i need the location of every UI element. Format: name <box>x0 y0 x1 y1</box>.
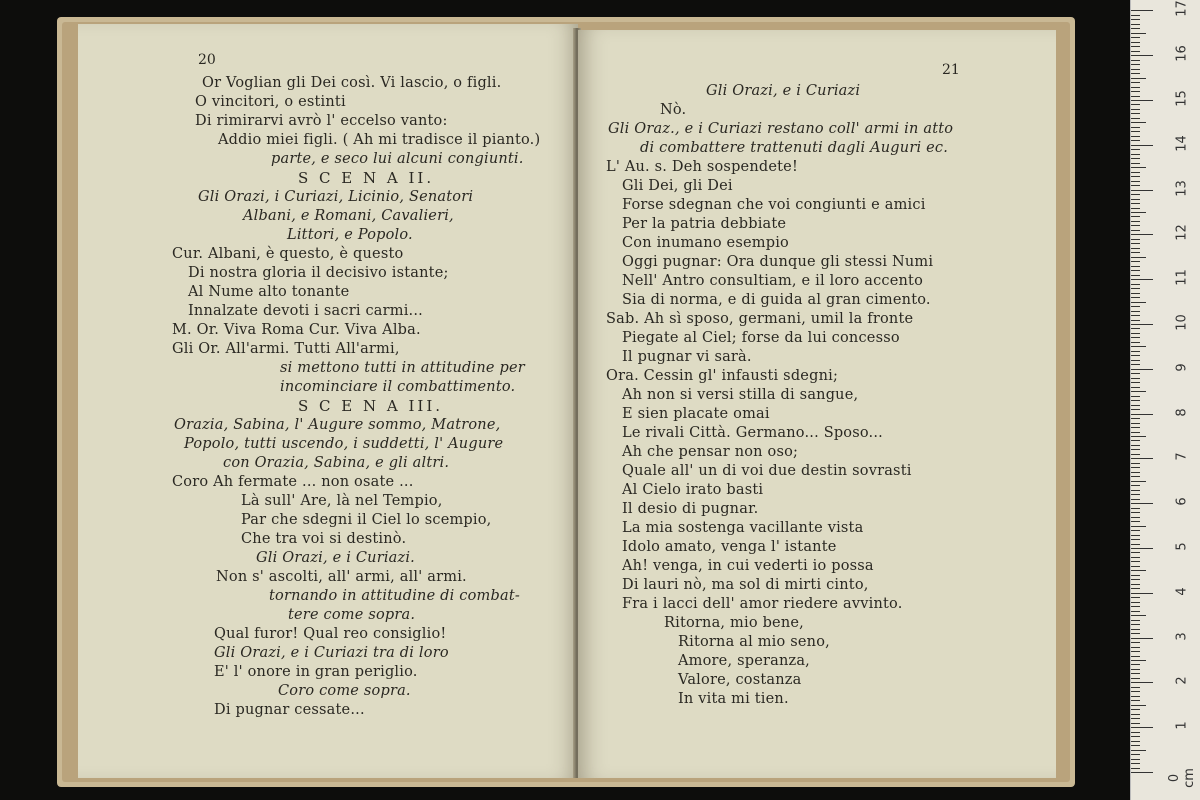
text-line: Addio miei figli. ( Ah mi tradisce il pianto.) <box>218 132 541 148</box>
ruler-tick <box>1131 261 1140 262</box>
ruler-tick <box>1131 638 1153 639</box>
text-line: Che tra voi si destinò. <box>241 531 407 547</box>
text-line: Piegate al Ciel; forse da lui concesso <box>622 330 900 346</box>
ruler-tick <box>1131 172 1140 173</box>
ruler-tick <box>1131 593 1153 594</box>
ruler-tick <box>1131 440 1140 441</box>
text-line: Nò. <box>660 102 687 118</box>
ruler-tick <box>1131 741 1140 742</box>
ruler-tick <box>1131 15 1140 16</box>
text-line: Di pugnar cessate... <box>214 702 365 718</box>
ruler-tick <box>1131 104 1140 105</box>
ruler-tick <box>1131 745 1140 746</box>
text-line: Di lauri nò, ma sol di mirti cinto, <box>622 577 869 593</box>
ruler-tick <box>1131 705 1146 706</box>
ruler-tick <box>1131 279 1153 280</box>
ruler-tick <box>1131 476 1140 477</box>
ruler-tick <box>1131 46 1140 47</box>
ruler-tick <box>1131 342 1140 343</box>
text-line: Fra i lacci dell' amor riedere avvinto. <box>622 596 903 612</box>
ruler-tick <box>1131 122 1146 123</box>
ruler-tick <box>1131 414 1153 415</box>
ruler-tick <box>1131 606 1140 607</box>
ruler-label: 13 <box>1174 179 1190 197</box>
text-line: Cur. Albani, è questo, è questo <box>172 246 404 262</box>
ruler-tick <box>1131 311 1140 312</box>
ruler-tick <box>1131 360 1140 361</box>
ruler-tick <box>1131 691 1140 692</box>
ruler-tick <box>1131 60 1140 61</box>
ruler-label: 7 <box>1174 452 1190 462</box>
stage-direction: incominciare il combattimento. <box>280 379 516 395</box>
ruler-tick <box>1131 700 1140 701</box>
ruler-tick <box>1131 302 1146 303</box>
ruler-tick <box>1131 373 1140 374</box>
ruler-tick <box>1131 136 1140 137</box>
ruler-tick <box>1131 69 1140 70</box>
ruler-label: 9 <box>1174 363 1190 372</box>
ruler-tick <box>1131 714 1140 715</box>
text-line: O vincitori, o estinti <box>195 94 346 110</box>
ruler-tick <box>1131 432 1140 433</box>
ruler-tick <box>1131 449 1140 450</box>
ruler-tick <box>1131 324 1153 325</box>
ruler-label: 14 <box>1174 135 1190 152</box>
text-line: Coro Ah fermate ... non osate ... <box>172 474 414 490</box>
ruler-tick <box>1131 664 1140 665</box>
text-line: E' l' onore in gran periglio. <box>214 664 418 680</box>
ruler-tick <box>1131 91 1140 92</box>
stage-direction: Popolo, tutti uscendo, i suddetti, l' Augure <box>184 436 504 452</box>
text-line: Innalzate devoti i sacri carmi... <box>188 303 423 319</box>
ruler-tick <box>1131 185 1140 186</box>
ruler-tick <box>1131 454 1140 455</box>
text-line: Idolo amato, venga l' istante <box>622 539 837 555</box>
ruler-tick <box>1131 727 1153 728</box>
ruler-tick <box>1131 382 1140 383</box>
ruler-tick <box>1131 673 1140 674</box>
ruler-tick <box>1131 78 1146 79</box>
ruler-tick <box>1131 427 1140 428</box>
stage-direction: Littori, e Popolo. <box>287 227 413 243</box>
ruler-tick <box>1131 167 1146 168</box>
ruler-tick <box>1131 149 1140 150</box>
text-line: Qual furor! Qual reo consiglio! <box>214 626 447 642</box>
ruler-tick <box>1131 230 1140 231</box>
ruler-tick <box>1131 176 1140 177</box>
ruler-tick <box>1131 24 1140 25</box>
text-line: Par che sdegni il Ciel lo scempio, <box>241 512 492 528</box>
ruler-tick <box>1131 320 1140 321</box>
ruler-tick <box>1131 73 1140 74</box>
text-line: Forse sdegnan che voi congiunti e amici <box>622 197 926 213</box>
text-line: E sien placate omai <box>622 406 770 422</box>
ruler-tick <box>1131 337 1140 338</box>
ruler-tick <box>1131 472 1140 473</box>
ruler-tick <box>1131 266 1140 267</box>
text-line: Ora. Cessin gl' infausti sdegni; <box>606 368 839 384</box>
ruler-tick <box>1131 328 1140 329</box>
ruler-tick <box>1131 503 1153 504</box>
ruler-tick <box>1131 539 1140 540</box>
ruler-tick <box>1131 687 1140 688</box>
ruler-tick <box>1131 418 1140 419</box>
ruler-tick <box>1131 248 1140 249</box>
ruler-tick <box>1131 275 1140 276</box>
stage-direction: Coro come sopra. <box>278 683 411 699</box>
ruler-tick <box>1131 306 1140 307</box>
ruler-tick <box>1131 423 1140 424</box>
ruler-tick <box>1131 535 1140 536</box>
text-line: In vita mi tien. <box>678 691 789 707</box>
text-line: Sab. Ah sì sposo, germani, umil la fronte <box>606 311 914 327</box>
ruler-tick <box>1131 181 1140 182</box>
text-line: Ah che pensar non oso; <box>622 444 799 460</box>
text-line: Gli Dei, gli Dei <box>622 178 733 194</box>
ruler-tick <box>1131 548 1153 549</box>
ruler-tick <box>1131 113 1140 114</box>
ruler-tick <box>1131 109 1140 110</box>
ruler-tick <box>1131 154 1140 155</box>
text-line: Al Nume alto tonante <box>188 284 350 300</box>
stage-direction: con Orazia, Sabina, e gli altri. <box>223 455 450 471</box>
ruler-label: 3 <box>1174 631 1190 641</box>
ruler-tick <box>1131 575 1140 576</box>
ruler-tick <box>1131 163 1140 164</box>
ruler-tick <box>1131 521 1140 522</box>
ruler-tick <box>1131 400 1140 401</box>
stage-direction: tere come sopra. <box>288 607 416 623</box>
ruler-tick <box>1131 297 1140 298</box>
ruler-tick <box>1131 96 1140 97</box>
text-line: Là sull' Are, là nel Tempio, <box>241 493 443 509</box>
stage-direction: di combattere trattenuti dagli Auguri ec. <box>640 140 949 156</box>
ruler-tick <box>1131 364 1140 365</box>
ruler-tick <box>1131 481 1146 482</box>
text-line: Ah! venga, in cui vederti io possa <box>622 558 874 574</box>
ruler-label: 4 <box>1174 587 1190 596</box>
ruler-tick <box>1131 10 1153 11</box>
ruler-tick <box>1131 37 1140 38</box>
text-line: Il pugnar vi sarà. <box>622 349 752 365</box>
ruler-tick <box>1131 611 1140 612</box>
ruler-tick <box>1131 208 1140 209</box>
ruler-tick <box>1131 526 1146 527</box>
ruler-tick <box>1131 19 1140 20</box>
ruler-tick <box>1131 409 1140 410</box>
ruler-tick <box>1131 579 1140 580</box>
ruler-tick <box>1131 100 1153 101</box>
ruler-tick <box>1131 544 1140 545</box>
ruler-label: 16 <box>1174 45 1190 62</box>
right-page <box>578 30 1056 778</box>
ruler-label: 2 <box>1174 676 1190 686</box>
ruler-tick <box>1131 651 1140 652</box>
ruler-tick <box>1131 597 1140 598</box>
ruler-label: 0 cm <box>1167 768 1197 788</box>
ruler-tick <box>1131 530 1140 531</box>
ruler-tick <box>1131 252 1140 253</box>
stage-direction: si mettono tutti in attitudine per <box>280 360 525 376</box>
ruler-tick <box>1131 620 1140 621</box>
ruler-tick <box>1131 293 1140 294</box>
text-line: Di rimirarvi avrò l' eccelso vanto: <box>195 113 448 129</box>
ruler-tick <box>1131 127 1140 128</box>
ruler-tick <box>1131 28 1140 29</box>
stage-direction: Gli Orazi, e i Curiazi. <box>256 550 415 566</box>
ruler-tick <box>1131 754 1140 755</box>
ruler-tick <box>1131 346 1146 347</box>
ruler-tick <box>1131 584 1140 585</box>
ruler-tick <box>1131 355 1140 356</box>
ruler-tick <box>1131 678 1140 679</box>
page-number-left: 20 <box>198 52 216 68</box>
text-line: Con inumano esempio <box>622 235 789 251</box>
ruler-tick <box>1131 87 1140 88</box>
ruler-tick <box>1131 387 1140 388</box>
text-line: Per la patria debbiate <box>622 216 787 232</box>
ruler-tick <box>1131 284 1140 285</box>
ruler-tick <box>1131 499 1140 500</box>
text-line: Ritorna al mio seno, <box>678 634 830 650</box>
text-line: Nell' Antro consultiam, e il loro accento <box>622 273 924 289</box>
text-line: Gli Or. All'armi. Tutti All'armi, <box>172 341 400 357</box>
text-line: Ritorna, mio bene, <box>664 615 804 631</box>
ruler-tick <box>1131 199 1140 200</box>
ruler-tick <box>1131 140 1140 141</box>
ruler-tick <box>1131 566 1140 567</box>
text-line: M. Or. Viva Roma Cur. Viva Alba. <box>172 322 421 338</box>
stage-direction: Albani, e Romani, Cavalieri, <box>243 208 454 224</box>
ruler-tick <box>1131 391 1146 392</box>
ruler-label: 17 <box>1174 0 1190 18</box>
ruler-tick <box>1131 55 1153 56</box>
text-line: Ah non si versi stilla di sangue, <box>622 387 859 403</box>
ruler-tick <box>1131 772 1153 773</box>
ruler-tick <box>1131 51 1140 52</box>
ruler-label: 8 <box>1174 407 1190 417</box>
ruler-tick <box>1131 570 1146 571</box>
stage-direction: Gli Oraz., e i Curiazi restano coll' armi in atto <box>608 121 954 137</box>
ruler-tick <box>1131 718 1140 719</box>
ruler-tick <box>1131 494 1140 495</box>
ruler-tick <box>1131 615 1146 616</box>
ruler-tick <box>1131 369 1153 370</box>
ruler-tick <box>1131 763 1140 764</box>
ruler-tick <box>1131 239 1140 240</box>
stage-direction: Gli Orazi, i Curiazi, Licinio, Senatori <box>198 189 474 205</box>
ruler-tick <box>1131 405 1140 406</box>
ruler-tick <box>1131 396 1140 397</box>
ruler-tick <box>1131 315 1140 316</box>
scene-heading: S C E N A III. <box>298 397 444 415</box>
text-line: Or Voglian gli Dei così. Vi lascio, o figli. <box>202 75 502 91</box>
ruler-tick <box>1131 234 1153 235</box>
text-line: Le rivali Città. Germano... Sposo... <box>622 425 883 441</box>
ruler-tick <box>1131 458 1153 459</box>
ruler-label: 10 <box>1174 314 1190 331</box>
ruler-tick <box>1131 288 1140 289</box>
ruler-tick <box>1131 669 1140 670</box>
ruler-tick <box>1131 203 1140 204</box>
ruler-tick <box>1131 118 1140 119</box>
ruler-tick <box>1131 42 1140 43</box>
ruler-tick <box>1131 194 1140 195</box>
ruler-tick <box>1131 624 1140 625</box>
ruler-tick <box>1131 723 1140 724</box>
stage-direction: Gli Orazi, e i Curiazi tra di loro <box>214 645 449 661</box>
ruler-tick <box>1131 629 1140 630</box>
ruler-tick <box>1131 750 1146 751</box>
ruler-label: 11 <box>1174 269 1190 286</box>
text-line: Non s' ascolti, all' armi, all' armi. <box>216 569 467 585</box>
ruler-tick <box>1131 270 1140 271</box>
text-line: Oggi pugnar: Ora dunque gli stessi Numi <box>622 254 934 270</box>
stage-direction: parte, e seco lui alcuni congiunti. <box>271 151 524 167</box>
ruler-tick <box>1131 768 1140 769</box>
ruler-tick <box>1131 647 1140 648</box>
ruler-tick <box>1131 33 1146 34</box>
ruler-tick <box>1131 463 1140 464</box>
stage-direction: Gli Orazi, e i Curiazi <box>706 83 861 99</box>
ruler-label: 15 <box>1174 90 1190 107</box>
ruler-tick <box>1131 158 1140 159</box>
ruler-tick <box>1131 190 1153 191</box>
ruler-tick <box>1131 436 1146 437</box>
ruler-tick <box>1131 633 1140 634</box>
ruler-tick <box>1131 508 1140 509</box>
text-line: Al Cielo irato basti <box>622 482 764 498</box>
text-line: La mia sostenga vacillante vista <box>622 520 864 536</box>
ruler-tick <box>1131 82 1140 83</box>
ruler-label: 12 <box>1174 224 1190 242</box>
ruler-tick <box>1131 243 1140 244</box>
stage-direction: Orazia, Sabina, l' Augure sommo, Matrone, <box>174 417 501 433</box>
text-line: Valore, costanza <box>678 672 802 688</box>
text-line: Amore, speranza, <box>678 653 810 669</box>
ruler-tick <box>1131 351 1140 352</box>
ruler-tick <box>1131 490 1140 491</box>
ruler-label: 6 <box>1174 497 1190 506</box>
ruler-tick <box>1131 333 1140 334</box>
ruler-tick <box>1131 485 1140 486</box>
ruler-tick <box>1131 759 1140 760</box>
ruler-tick <box>1131 378 1140 379</box>
ruler-tick <box>1131 467 1140 468</box>
ruler-tick <box>1131 682 1153 683</box>
text-line: Quale all' un di voi due destin sovrasti <box>622 463 912 479</box>
ruler-tick <box>1131 552 1140 553</box>
ruler-tick <box>1131 445 1140 446</box>
text-line: Di nostra gloria il decisivo istante; <box>188 265 449 281</box>
ruler-tick <box>1131 225 1140 226</box>
ruler-tick <box>1131 561 1140 562</box>
page-number-right: 21 <box>942 62 960 78</box>
measuring-ruler <box>1130 0 1200 800</box>
text-line: Sia di norma, e di guida al gran cimento. <box>622 292 931 308</box>
ruler-tick <box>1131 656 1140 657</box>
ruler-tick <box>1131 145 1153 146</box>
ruler-label: 5 <box>1174 542 1190 551</box>
ruler-tick <box>1131 736 1140 737</box>
ruler-tick <box>1131 642 1140 643</box>
ruler-tick <box>1131 660 1146 661</box>
ruler-tick <box>1131 64 1140 65</box>
ruler-tick <box>1131 216 1140 217</box>
ruler-tick <box>1131 131 1140 132</box>
ruler-tick <box>1131 221 1140 222</box>
stage-direction: tornando in attitudine di combat- <box>269 588 520 604</box>
ruler-tick <box>1131 732 1140 733</box>
ruler-tick <box>1131 557 1140 558</box>
ruler-tick <box>1131 602 1140 603</box>
ruler-tick <box>1131 588 1140 589</box>
left-page <box>78 24 578 778</box>
ruler-tick <box>1131 257 1146 258</box>
scene-heading: S C E N A II. <box>298 169 435 187</box>
text-line: Il desio di pugnar. <box>622 501 759 517</box>
ruler-tick <box>1131 212 1146 213</box>
text-line: L' Au. s. Deh sospendete! <box>606 159 798 175</box>
ruler-tick <box>1131 512 1140 513</box>
ruler-label: 1 <box>1174 721 1190 730</box>
ruler-tick <box>1131 696 1140 697</box>
ruler-tick <box>1131 517 1140 518</box>
ruler-tick <box>1131 709 1140 710</box>
